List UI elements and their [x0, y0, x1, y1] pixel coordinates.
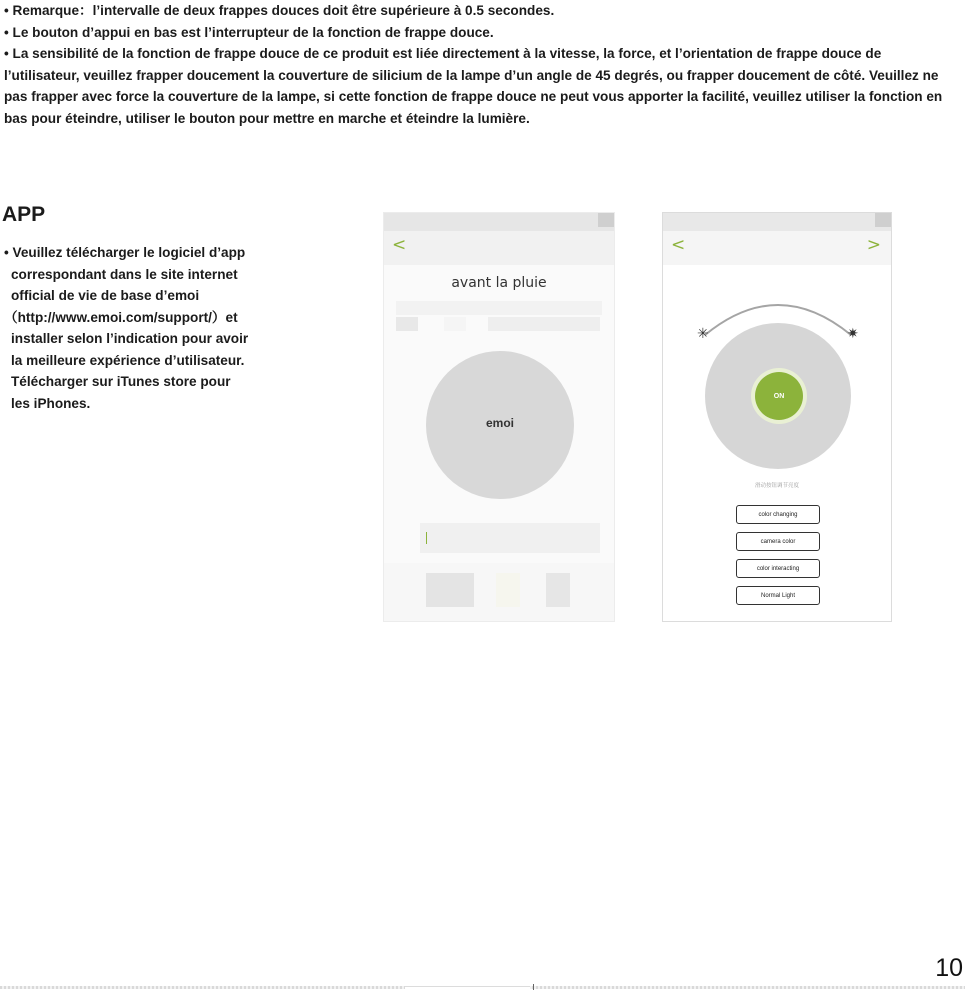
input-row[interactable]	[420, 523, 600, 553]
scene-title: avant la pluie	[451, 275, 547, 291]
app-line-5: installer selon l’indication pour avoir	[11, 331, 249, 346]
slider-caption: 滑动按钮调节亮度	[754, 483, 799, 489]
power-on-button[interactable]: ON	[755, 372, 803, 420]
status-bar	[384, 213, 614, 231]
normal-light-button[interactable]: Normal Light	[736, 586, 820, 605]
dim-sun-icon: ✳	[697, 325, 709, 341]
app-description	[4, 242, 304, 414]
bullet-interval-note: • Remarque：l’intervalle de deux frappes douces doit être supérieure à 0.5 secondes.	[4, 3, 555, 18]
text-cursor	[426, 532, 427, 544]
placeholder-block	[444, 317, 466, 331]
back-arrow-icon[interactable]: <	[671, 235, 686, 255]
camera-color-button[interactable]: camera color	[736, 532, 820, 551]
toolbar-item[interactable]	[496, 573, 520, 607]
footer-rule-gap	[405, 986, 530, 990]
status-bar-icon	[875, 213, 891, 227]
app-line-7: Télécharger sur iTunes store pour	[11, 374, 231, 389]
status-bar	[663, 213, 891, 231]
nav-bar	[384, 231, 614, 265]
back-arrow-icon[interactable]: <	[392, 235, 407, 255]
app-line-2: correspondant dans le site internet	[11, 266, 238, 282]
bullet-sensitivity: • La sensibilité de la fonction de frappe douce de ce produit est liée directement à la vitesse, la force, et l’orientation de frappe douce de l’utilisateur, veuillez frapper doucement la couverture de silicium de la lampe d’un angle de 45 degrés, ou frapper doucement de côté. Veuillez ne pas frapper avec force la couverture de la lampe, si cette fonction de frappe douce ne peut vous apporter la facilité, veuillez utiliser la fonction en bas pour éteindre, utiliser le bouton pour mettre en marche et éteindre la lumière.	[4, 46, 943, 126]
color-interacting-button[interactable]: color interacting	[736, 559, 820, 578]
app-line-3: official de vie de base d’emoi	[11, 288, 200, 303]
bright-sun-icon: ✷	[847, 325, 859, 341]
page-number: 10	[935, 954, 963, 982]
placeholder-block	[396, 317, 418, 331]
placeholder-row	[396, 301, 602, 315]
toolbar-item[interactable]	[546, 573, 570, 607]
placeholder-block	[488, 317, 600, 331]
app-section-title: APP	[2, 203, 46, 226]
app-line-8: les iPhones.	[11, 395, 91, 411]
color-changing-button[interactable]: color changing	[736, 505, 820, 524]
app-line-4-url: （http://www.emoi.com/support/）et	[4, 309, 238, 325]
instruction-bullets	[4, 0, 954, 129]
status-bar-icon	[598, 213, 614, 227]
phone-screenshot-home	[383, 212, 615, 622]
phone-screenshot-control	[662, 212, 892, 622]
app-line-6: la meilleure expérience d’utilisateur.	[11, 352, 245, 368]
app-line-1: • Veuillez télécharger le logiciel d’app	[4, 245, 246, 260]
forward-arrow-icon[interactable]: >	[866, 235, 881, 255]
footer-tick	[533, 984, 534, 990]
nav-bar	[663, 231, 891, 265]
bullet-bottom-switch: • Le bouton d’appui en bas est l’interrupteur de la fonction de frappe douce.	[4, 24, 494, 40]
brand-label: emoi	[485, 416, 514, 430]
toolbar-item[interactable]	[426, 573, 474, 607]
